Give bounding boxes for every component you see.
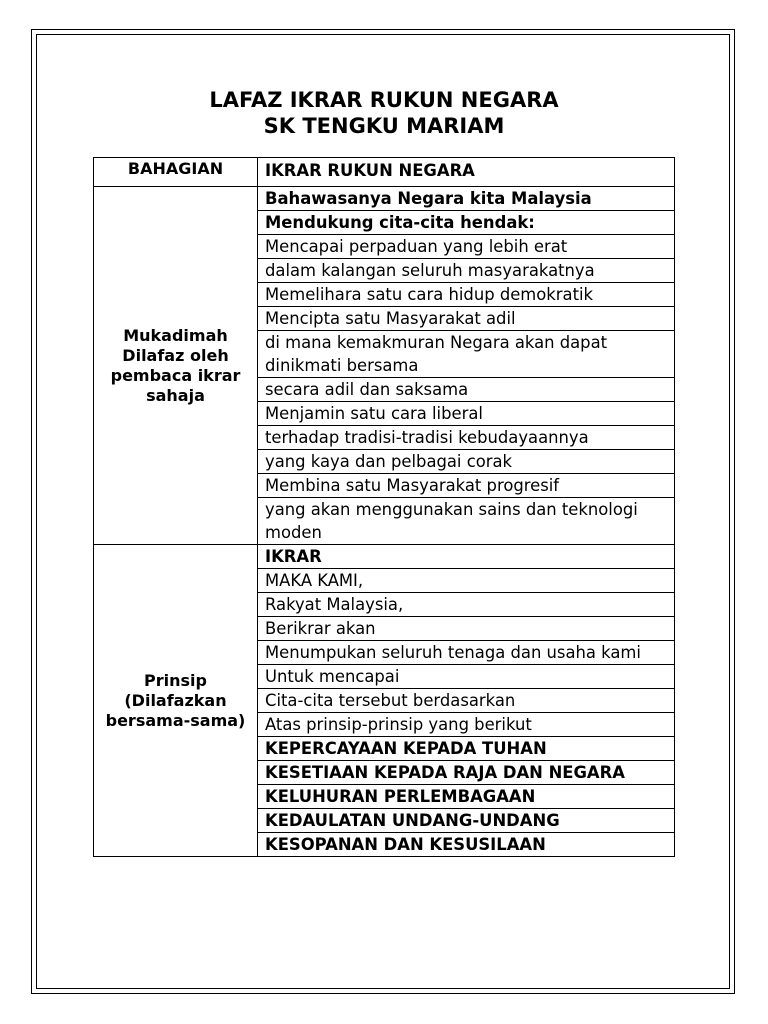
ikrar-line: terhadap tradisi-tradisi kebudayaannya <box>258 426 675 450</box>
ikrar-line: yang akan menggunakan sains dan teknologi moden <box>258 498 675 545</box>
ikrar-line: KESOPANAN DAN KESUSILAAN <box>258 833 675 857</box>
ikrar-line: secara adil dan saksama <box>258 378 675 402</box>
ikrar-line: di mana kemakmuran Negara akan dapat dinikmati bersama <box>258 331 675 378</box>
ikrar-table <box>93 157 675 857</box>
section-mukadimah-label: Mukadimah Dilafaz oleh pembaca ikrar sahaja <box>94 187 258 545</box>
ikrar-line: yang kaya dan pelbagai corak <box>258 450 675 474</box>
table-row <box>94 545 675 569</box>
document-title: LAFAZ IKRAR RUKUN NEGARA <box>209 88 559 112</box>
table-header-row <box>94 158 675 187</box>
ikrar-line: KESETIAAN KEPADA RAJA DAN NEGARA <box>258 761 675 785</box>
header-bahagian: BAHAGIAN <box>94 158 258 187</box>
ikrar-line: IKRAR <box>258 545 675 569</box>
ikrar-line: Cita-cita tersebut berdasarkan <box>258 689 675 713</box>
ikrar-line: KEPERCAYAAN KEPADA TUHAN <box>258 737 675 761</box>
ikrar-line: Berikrar akan <box>258 617 675 641</box>
ikrar-line: KEDAULATAN UNDANG-UNDANG <box>258 809 675 833</box>
section-prinsip-label: Prinsip (Dilafazkan bersama-sama) <box>94 545 258 857</box>
ikrar-line: MAKA KAMI, <box>258 569 675 593</box>
ikrar-line: Menjamin satu cara liberal <box>258 402 675 426</box>
ikrar-line: Mendukung cita-cita hendak: <box>258 211 675 235</box>
ikrar-line: dalam kalangan seluruh masyarakatnya <box>258 259 675 283</box>
ikrar-line: Atas prinsip-prinsip yang berikut <box>258 713 675 737</box>
ikrar-line: Membina satu Masyarakat progresif <box>258 474 675 498</box>
ikrar-line: Memelihara satu cara hidup demokratik <box>258 283 675 307</box>
table-row <box>94 187 675 211</box>
ikrar-line: Untuk mencapai <box>258 665 675 689</box>
header-ikrar-rukun-negara: IKRAR RUKUN NEGARA <box>258 158 675 187</box>
ikrar-line: Menumpukan seluruh tenaga dan usaha kami <box>258 641 675 665</box>
document-subtitle: SK TENGKU MARIAM <box>263 114 505 138</box>
ikrar-line: KELUHURAN PERLEMBAGAAN <box>258 785 675 809</box>
ikrar-line: Mencapai perpaduan yang lebih erat <box>258 235 675 259</box>
ikrar-line: Bahawasanya Negara kita Malaysia <box>258 187 675 211</box>
ikrar-line: Rakyat Malaysia, <box>258 593 675 617</box>
ikrar-line: Mencipta satu Masyarakat adil <box>258 307 675 331</box>
